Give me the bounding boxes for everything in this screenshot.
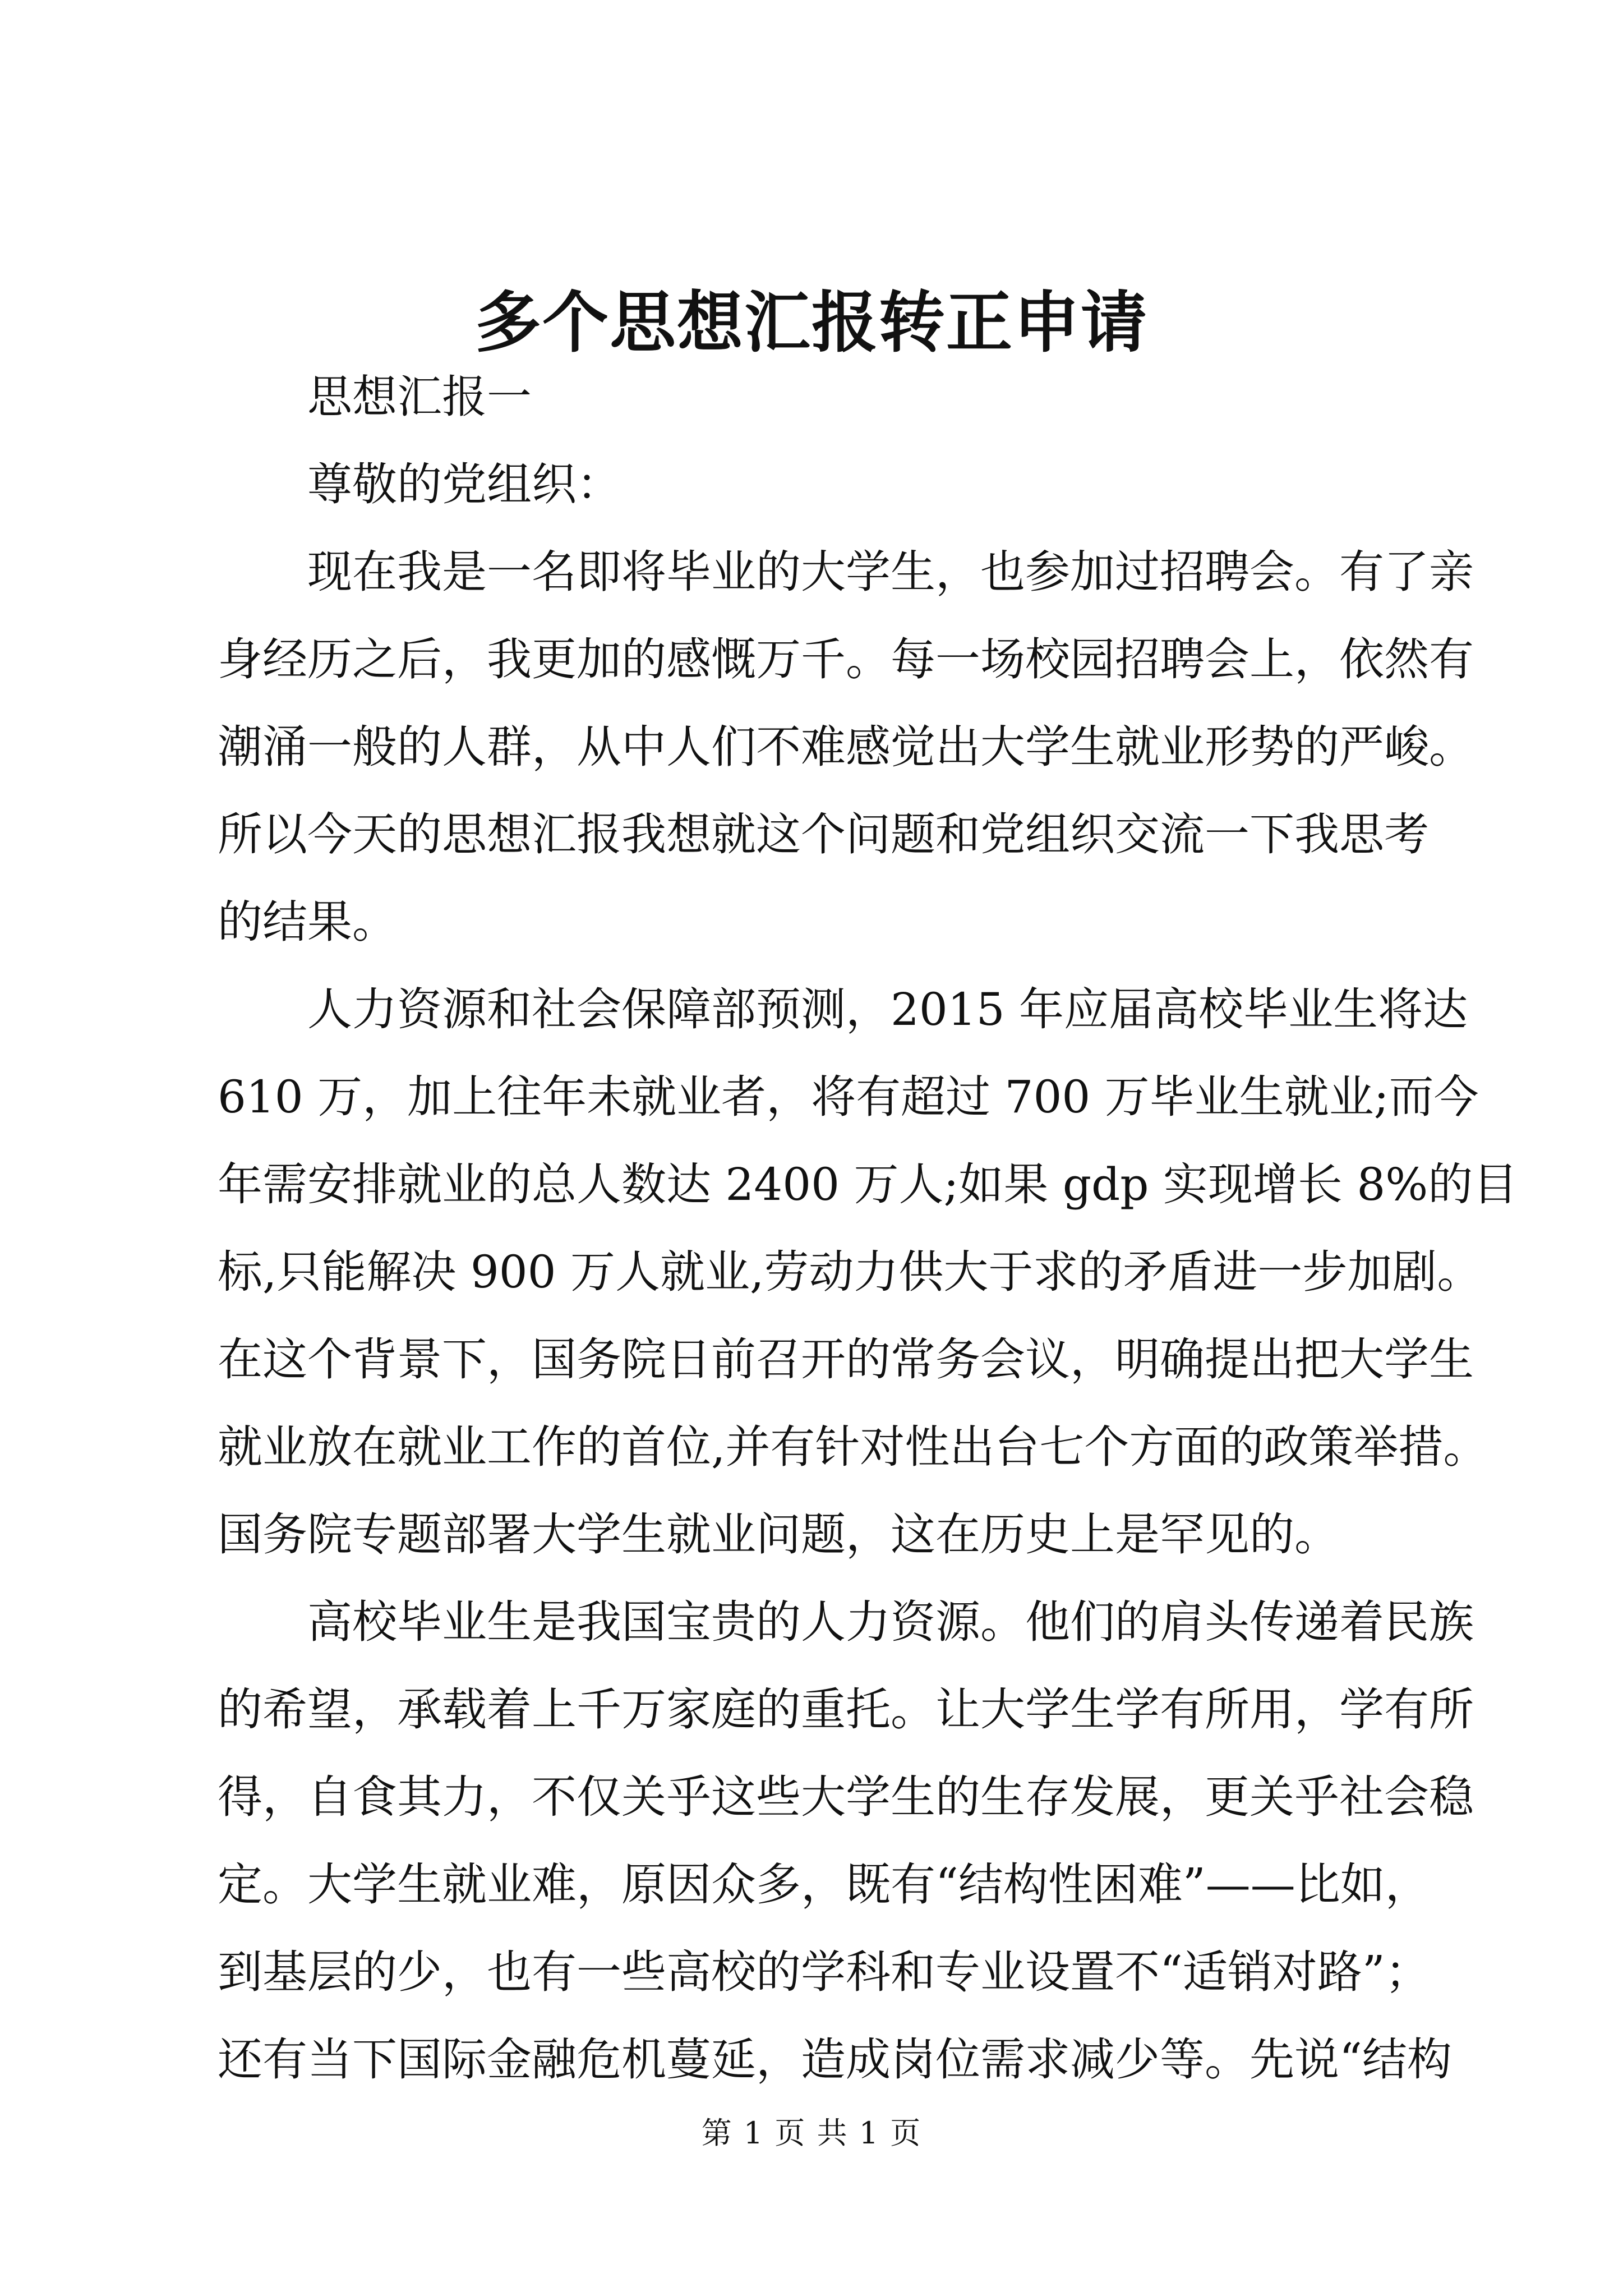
paragraph-line: 现在我是一名即将毕业的大学生，也参加过招聘会。有了亲 xyxy=(307,546,1474,598)
paragraph-line: 所以今天的思想汇报我想就这个问题和党组织交流一下我思考 xyxy=(218,808,1429,861)
document-title: 多个思想汇报转正申请 xyxy=(474,283,1148,361)
paragraph-line: 的希望，承载着上千万家庭的重托。让大学生学有所用，学有所 xyxy=(218,1683,1474,1736)
paragraph-line: 人力资源和社会保障部预测，2015 年应届高校毕业生将达 xyxy=(307,983,1468,1036)
document-body xyxy=(218,353,1518,2104)
paragraph-line: 610 万，加上往年未就业者，将有超过 700 万毕业生就业;而今 xyxy=(218,1071,1479,1123)
paragraph-line: 定。大学生就业难，原因众多，既有“结构性困难”——比如， xyxy=(218,1858,1430,1911)
paragraph-line: 到基层的少，也有一些高校的学科和专业设置不“适销对路”； xyxy=(218,1946,1430,1998)
paragraph-line: 高校毕业生是我国宝贵的人力资源。他们的肩头传递着民族 xyxy=(307,1596,1474,1648)
page-footer: 第 1 页 共 1 页 xyxy=(701,2115,922,2151)
paragraph-line: 得，自食其力，不仅关乎这些大学生的生存发展，更关乎社会稳 xyxy=(218,1771,1474,1823)
salutation: 尊敬的党组织： xyxy=(307,458,621,510)
paragraph-line: 国务院专题部署大学生就业问题，这在历史上是罕见的。 xyxy=(218,1508,1339,1561)
paragraph-line: 潮涌一般的人群，从中人们不难感觉出大学生就业形势的严峻。 xyxy=(218,721,1474,773)
paragraph-line: 身经历之后，我更加的感慨万千。每一场校园招聘会上，依然有 xyxy=(218,633,1474,685)
paragraph-line: 就业放在就业工作的首位,并有针对性出台七个方面的政策举措。 xyxy=(218,1421,1488,1473)
paragraph-line: 在这个背景下，国务院日前召开的常务会议，明确提出把大学生 xyxy=(218,1333,1474,1386)
paragraph-line: 的结果。 xyxy=(218,896,397,948)
paragraph-line: 年需安排就业的总人数达 2400 万人;如果 gdp 实现增长 8%的目 xyxy=(218,1158,1518,1211)
paragraph-line: 还有当下国际金融危机蔓延，造成岗位需求减少等。先说“结构 xyxy=(218,2033,1452,2086)
paragraph-line: 标,只能解决 900 万人就业,劳动力供大于求的矛盾进一步加剧。 xyxy=(218,1246,1482,1298)
section-heading: 思想汇报一 xyxy=(307,371,532,423)
